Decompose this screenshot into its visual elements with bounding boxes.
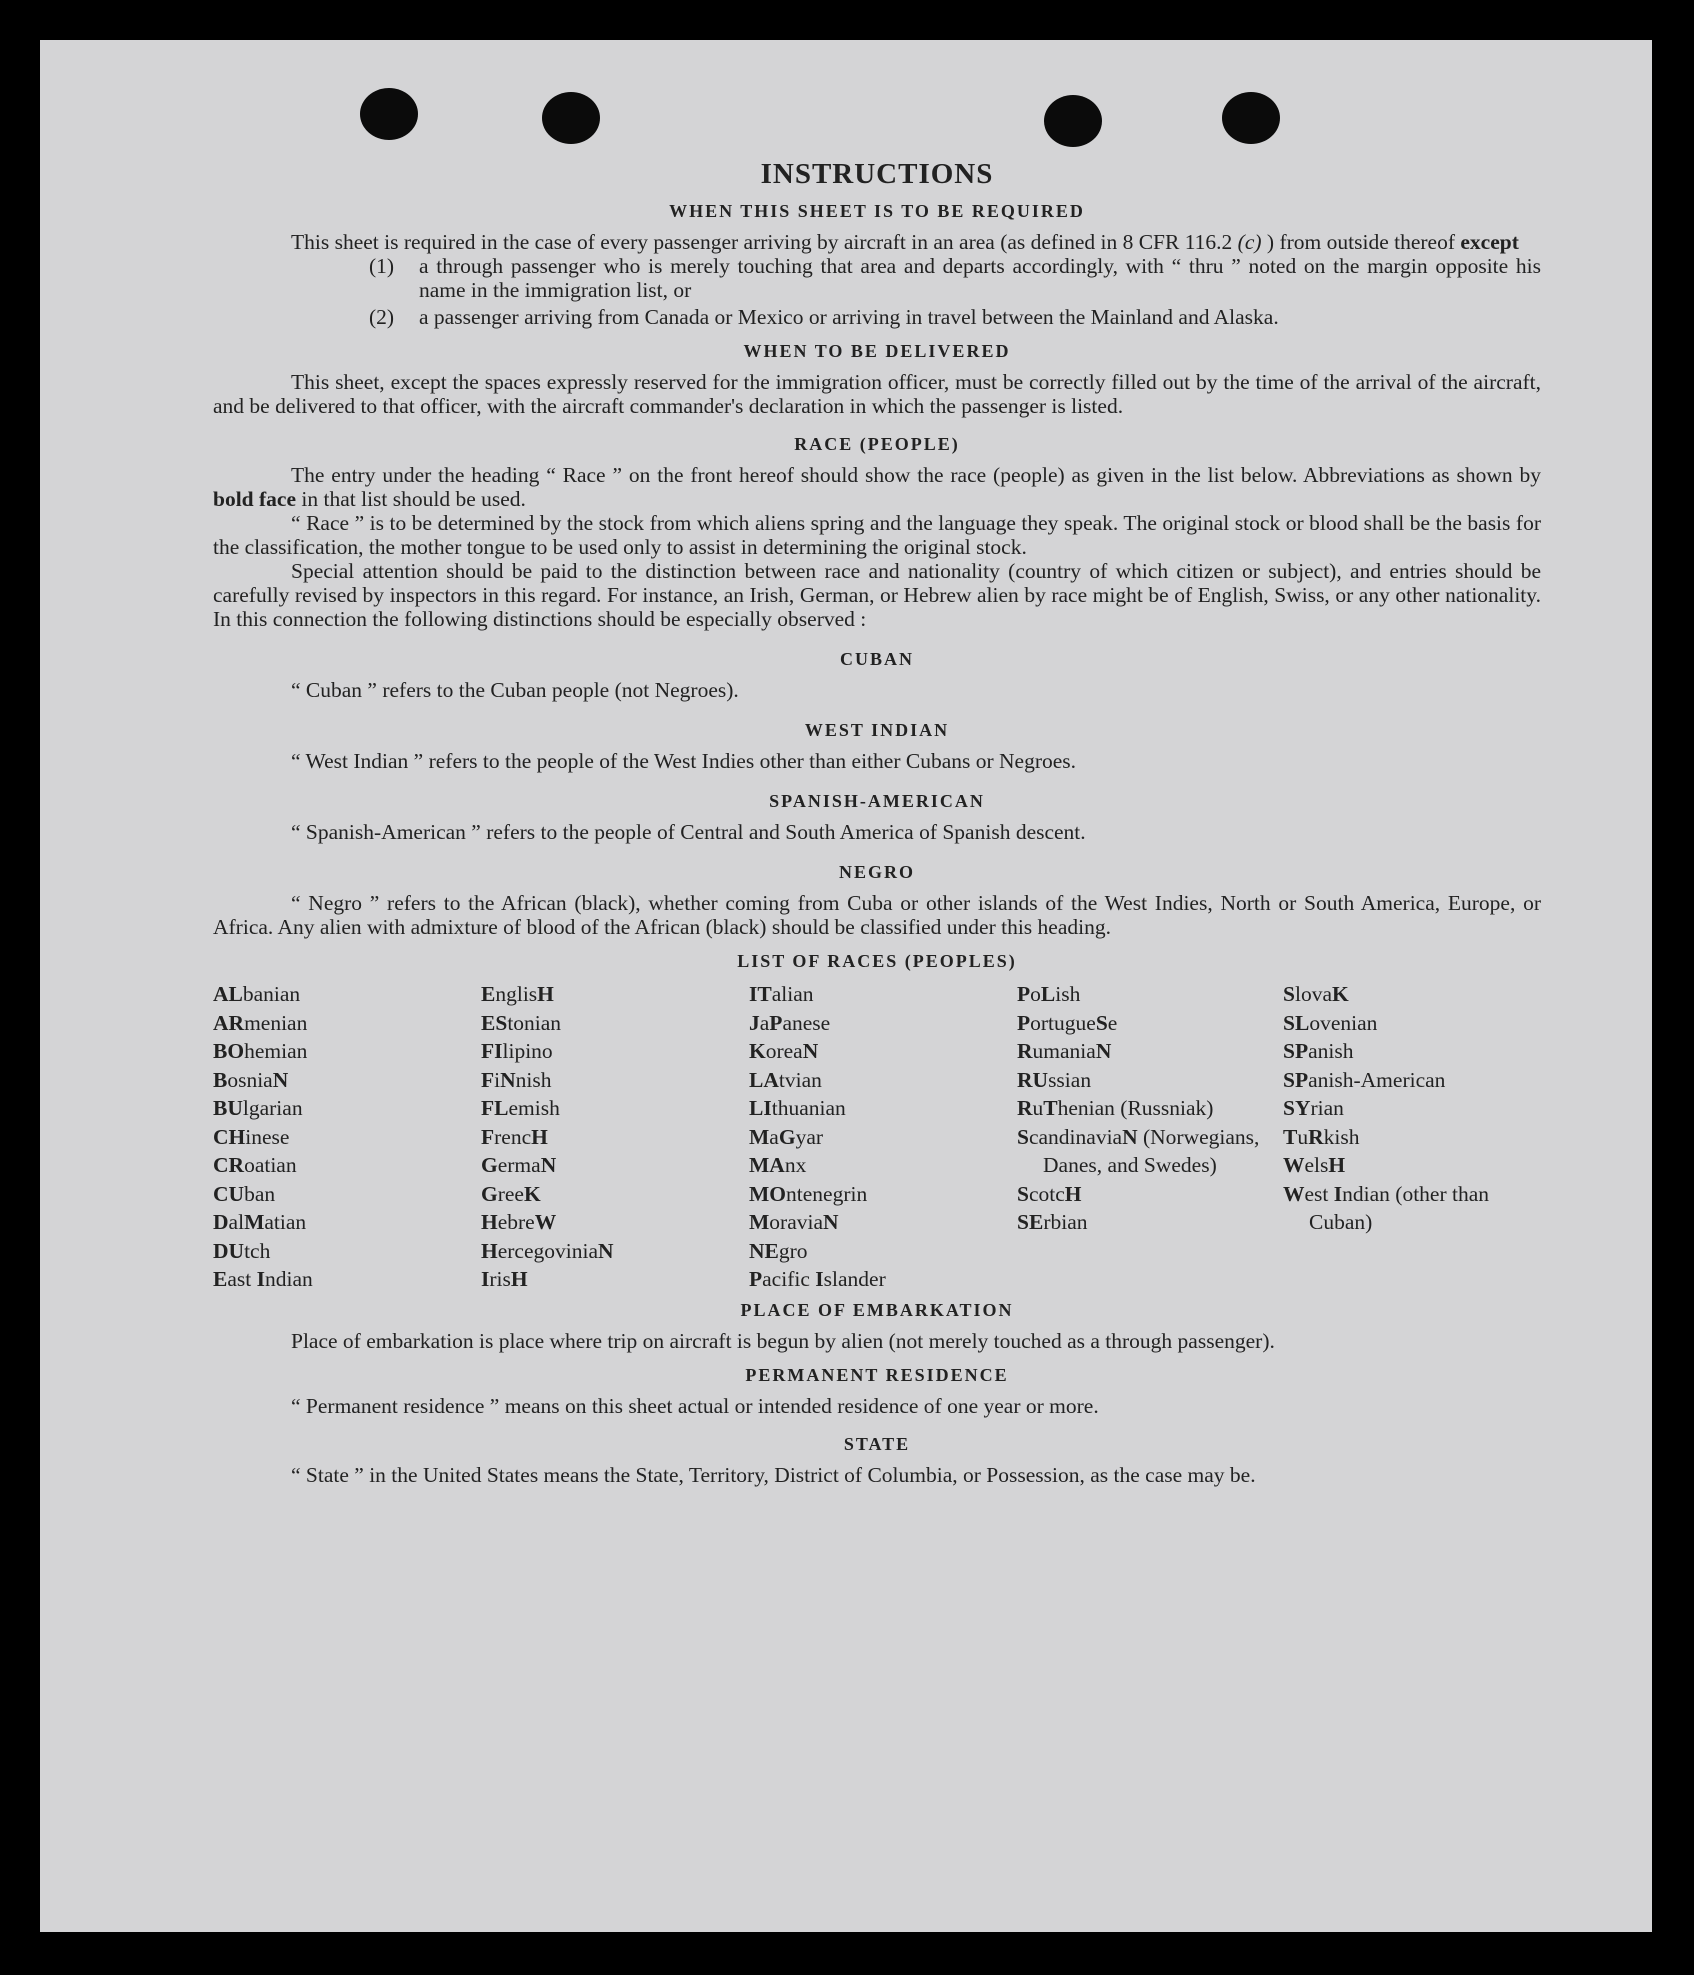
race-list: [213, 980, 1541, 1294]
race-item: SPanish-American: [1283, 1067, 1446, 1092]
race-item: SYrian: [1283, 1096, 1344, 1120]
state-text: “ State ” in the United States means the State, Territory, District of Columbia, or Possession, as the case may be.: [291, 1462, 1256, 1487]
race-column: [481, 980, 749, 1294]
race-column: [1283, 980, 1541, 1294]
race-item: East Indian: [213, 1267, 313, 1291]
required-intro: This sheet is required in the case of every passenger arriving by aircraft in an area (as defined in 8 CFR 116.2 (c) ) from outside thereof except: [291, 230, 1519, 254]
delivered-text: This sheet, except the spaces expressly reserved for the immigration officer, must be correctly filled out by the time of the arrival of the aircraft, and be delivered to that officer, with the aircraft commander's declaration in which the passenger is listed.: [213, 370, 1541, 418]
race-item: ITalian: [749, 982, 814, 1006]
race-item: FLemish: [481, 1096, 560, 1120]
race-item: IrisH: [481, 1267, 528, 1291]
race-item: RUssian: [1017, 1067, 1092, 1092]
race-item: NEgro: [749, 1238, 808, 1263]
section-heading-delivered: WHEN TO BE DELIVERED: [743, 341, 1011, 361]
race-item: CRoatian: [213, 1153, 297, 1177]
exception-item: (2) a passenger arriving from Canada or Mexico or arriving in travel between the Mainland and Alaska.: [369, 305, 1279, 329]
race-item: PortugueSe: [1017, 1010, 1118, 1035]
race-item: RuThenian (Russniak): [1017, 1096, 1214, 1120]
race-item: BUlgarian: [213, 1096, 303, 1120]
race-item: ScotcH: [1017, 1181, 1082, 1206]
race-item: EnglisH: [481, 982, 554, 1006]
section-heading-embarkation: PLACE OF EMBARKATION: [740, 1299, 1014, 1320]
race-item: SErbian: [1017, 1210, 1088, 1234]
race-item: BOhemian: [213, 1039, 308, 1063]
race-paragraph: The entry under the heading “ Race ” on the front hereof should show the race (people) as given in the list below. Abbreviations as shown by bold face in that list should be used.: [213, 463, 1541, 511]
race-item: HebreW: [481, 1210, 557, 1234]
race-item: ARmenian: [213, 1010, 308, 1035]
west-indian-text: “ West Indian ” refers to the people of the West Indies other than either Cubans or Negroes.: [291, 749, 1077, 773]
race-item: MoraviaN: [749, 1210, 839, 1234]
race-item: FIlipino: [481, 1039, 553, 1063]
residence-text: “ Permanent residence ” means on this sheet actual or intended residence of one year or more.: [291, 1393, 1099, 1418]
document-sheet: [40, 40, 1652, 1932]
race-item: LAtvian: [749, 1067, 822, 1092]
race-item: DalMatian: [213, 1210, 307, 1234]
race-item: ScandinaviaN (Norwegians, Danes, and Swedes): [1017, 1124, 1260, 1177]
race-item: FiNnish: [481, 1067, 552, 1092]
punch-hole: [542, 92, 600, 144]
race-item: MOntenegrin: [749, 1181, 868, 1206]
race-paragraph: Special attention should be paid to the distinction between race and nationality (country of which citizen or subject), and entries should be carefully revised by inspectors in this regard. For instance, an Irish, German, or Hebrew alien by race might be of English, Swiss, or any other nationality. In this connection the following distinctions should be especially observed :: [213, 559, 1541, 631]
race-item: WelsH: [1283, 1153, 1346, 1177]
race-item: GermaN: [481, 1153, 557, 1177]
section-heading-residence: PERMANENT RESIDENCE: [745, 1364, 1009, 1385]
race-column: [213, 980, 481, 1294]
race-item: Pacific Islander: [749, 1267, 886, 1291]
race-item: HercegoviniaN: [481, 1238, 614, 1263]
race-column: [1017, 980, 1283, 1294]
exception-item: (1) a through passenger who is merely touching that area and departs accordingly, with “ thru ” noted on the margin opposite his name in the immigration list, or: [369, 254, 1541, 302]
section-heading-race: RACE (PEOPLE): [794, 434, 960, 454]
section-heading-cuban: CUBAN: [839, 649, 914, 669]
punch-hole: [1044, 95, 1102, 147]
spanish-american-text: “ Spanish-American ” refers to the people of Central and South America of Spanish descent.: [291, 820, 1086, 844]
section-heading-spanish-american: SPANISH-AMERICAN: [769, 791, 985, 811]
race-item: MaGyar: [749, 1124, 824, 1149]
race-item: SLovenian: [1283, 1010, 1378, 1035]
race-item: FrencH: [481, 1124, 548, 1149]
section-heading-west-indian: WEST INDIAN: [804, 720, 950, 740]
punch-hole: [1222, 92, 1280, 144]
race-item: LIthuanian: [749, 1096, 846, 1120]
punch-hole: [360, 88, 418, 140]
race-item: West Indian (other than Cuban): [1283, 1181, 1490, 1234]
race-item: MAnx: [749, 1153, 807, 1177]
race-item: SPanish: [1283, 1039, 1354, 1063]
race-item: TuRkish: [1283, 1124, 1360, 1149]
race-item: JaPanese: [749, 1010, 831, 1035]
race-item: CUban: [213, 1181, 276, 1206]
race-column: [749, 980, 1017, 1294]
section-heading-race-list: LIST OF RACES (PEOPLES): [737, 951, 1017, 971]
race-paragraph: “ Race ” is to be determined by the stock from which aliens spring and the language they speak. The original stock or blood shall be the basis for the classification, the mother tongue to be used only to assist in determining the original stock.: [213, 511, 1541, 559]
negro-text: “ Negro ” refers to the African (black), whether coming from Cuba or other islands of the West Indies, North or South America, Europe, or Africa. Any alien with admixture of blood of the African (black) should be classified under this heading.: [213, 891, 1541, 939]
race-item: KoreaN: [749, 1039, 819, 1063]
race-item: PoLish: [1017, 982, 1081, 1006]
document-content: [213, 158, 1541, 1487]
embarkation-text: Place of embarkation is place where trip on aircraft is begun by alien (not merely touched as a through passenger).: [291, 1328, 1275, 1353]
section-heading-negro: NEGRO: [838, 862, 915, 882]
race-item: EStonian: [481, 1010, 562, 1035]
race-item: DUtch: [213, 1238, 271, 1263]
race-item: CHinese: [213, 1124, 290, 1149]
race-item: ALbanian: [213, 982, 301, 1006]
race-item: GreeK: [481, 1181, 541, 1206]
race-item: RumaniaN: [1017, 1039, 1112, 1063]
race-item: BosniaN: [213, 1067, 289, 1092]
page-title: INSTRUCTIONS: [760, 158, 994, 190]
section-heading-required: WHEN THIS SHEET IS TO BE REQUIRED: [669, 201, 1085, 221]
cuban-text: “ Cuban ” refers to the Cuban people (not Negroes).: [291, 678, 739, 702]
race-item: SlovaK: [1283, 982, 1349, 1006]
section-heading-state: STATE: [843, 1433, 911, 1454]
